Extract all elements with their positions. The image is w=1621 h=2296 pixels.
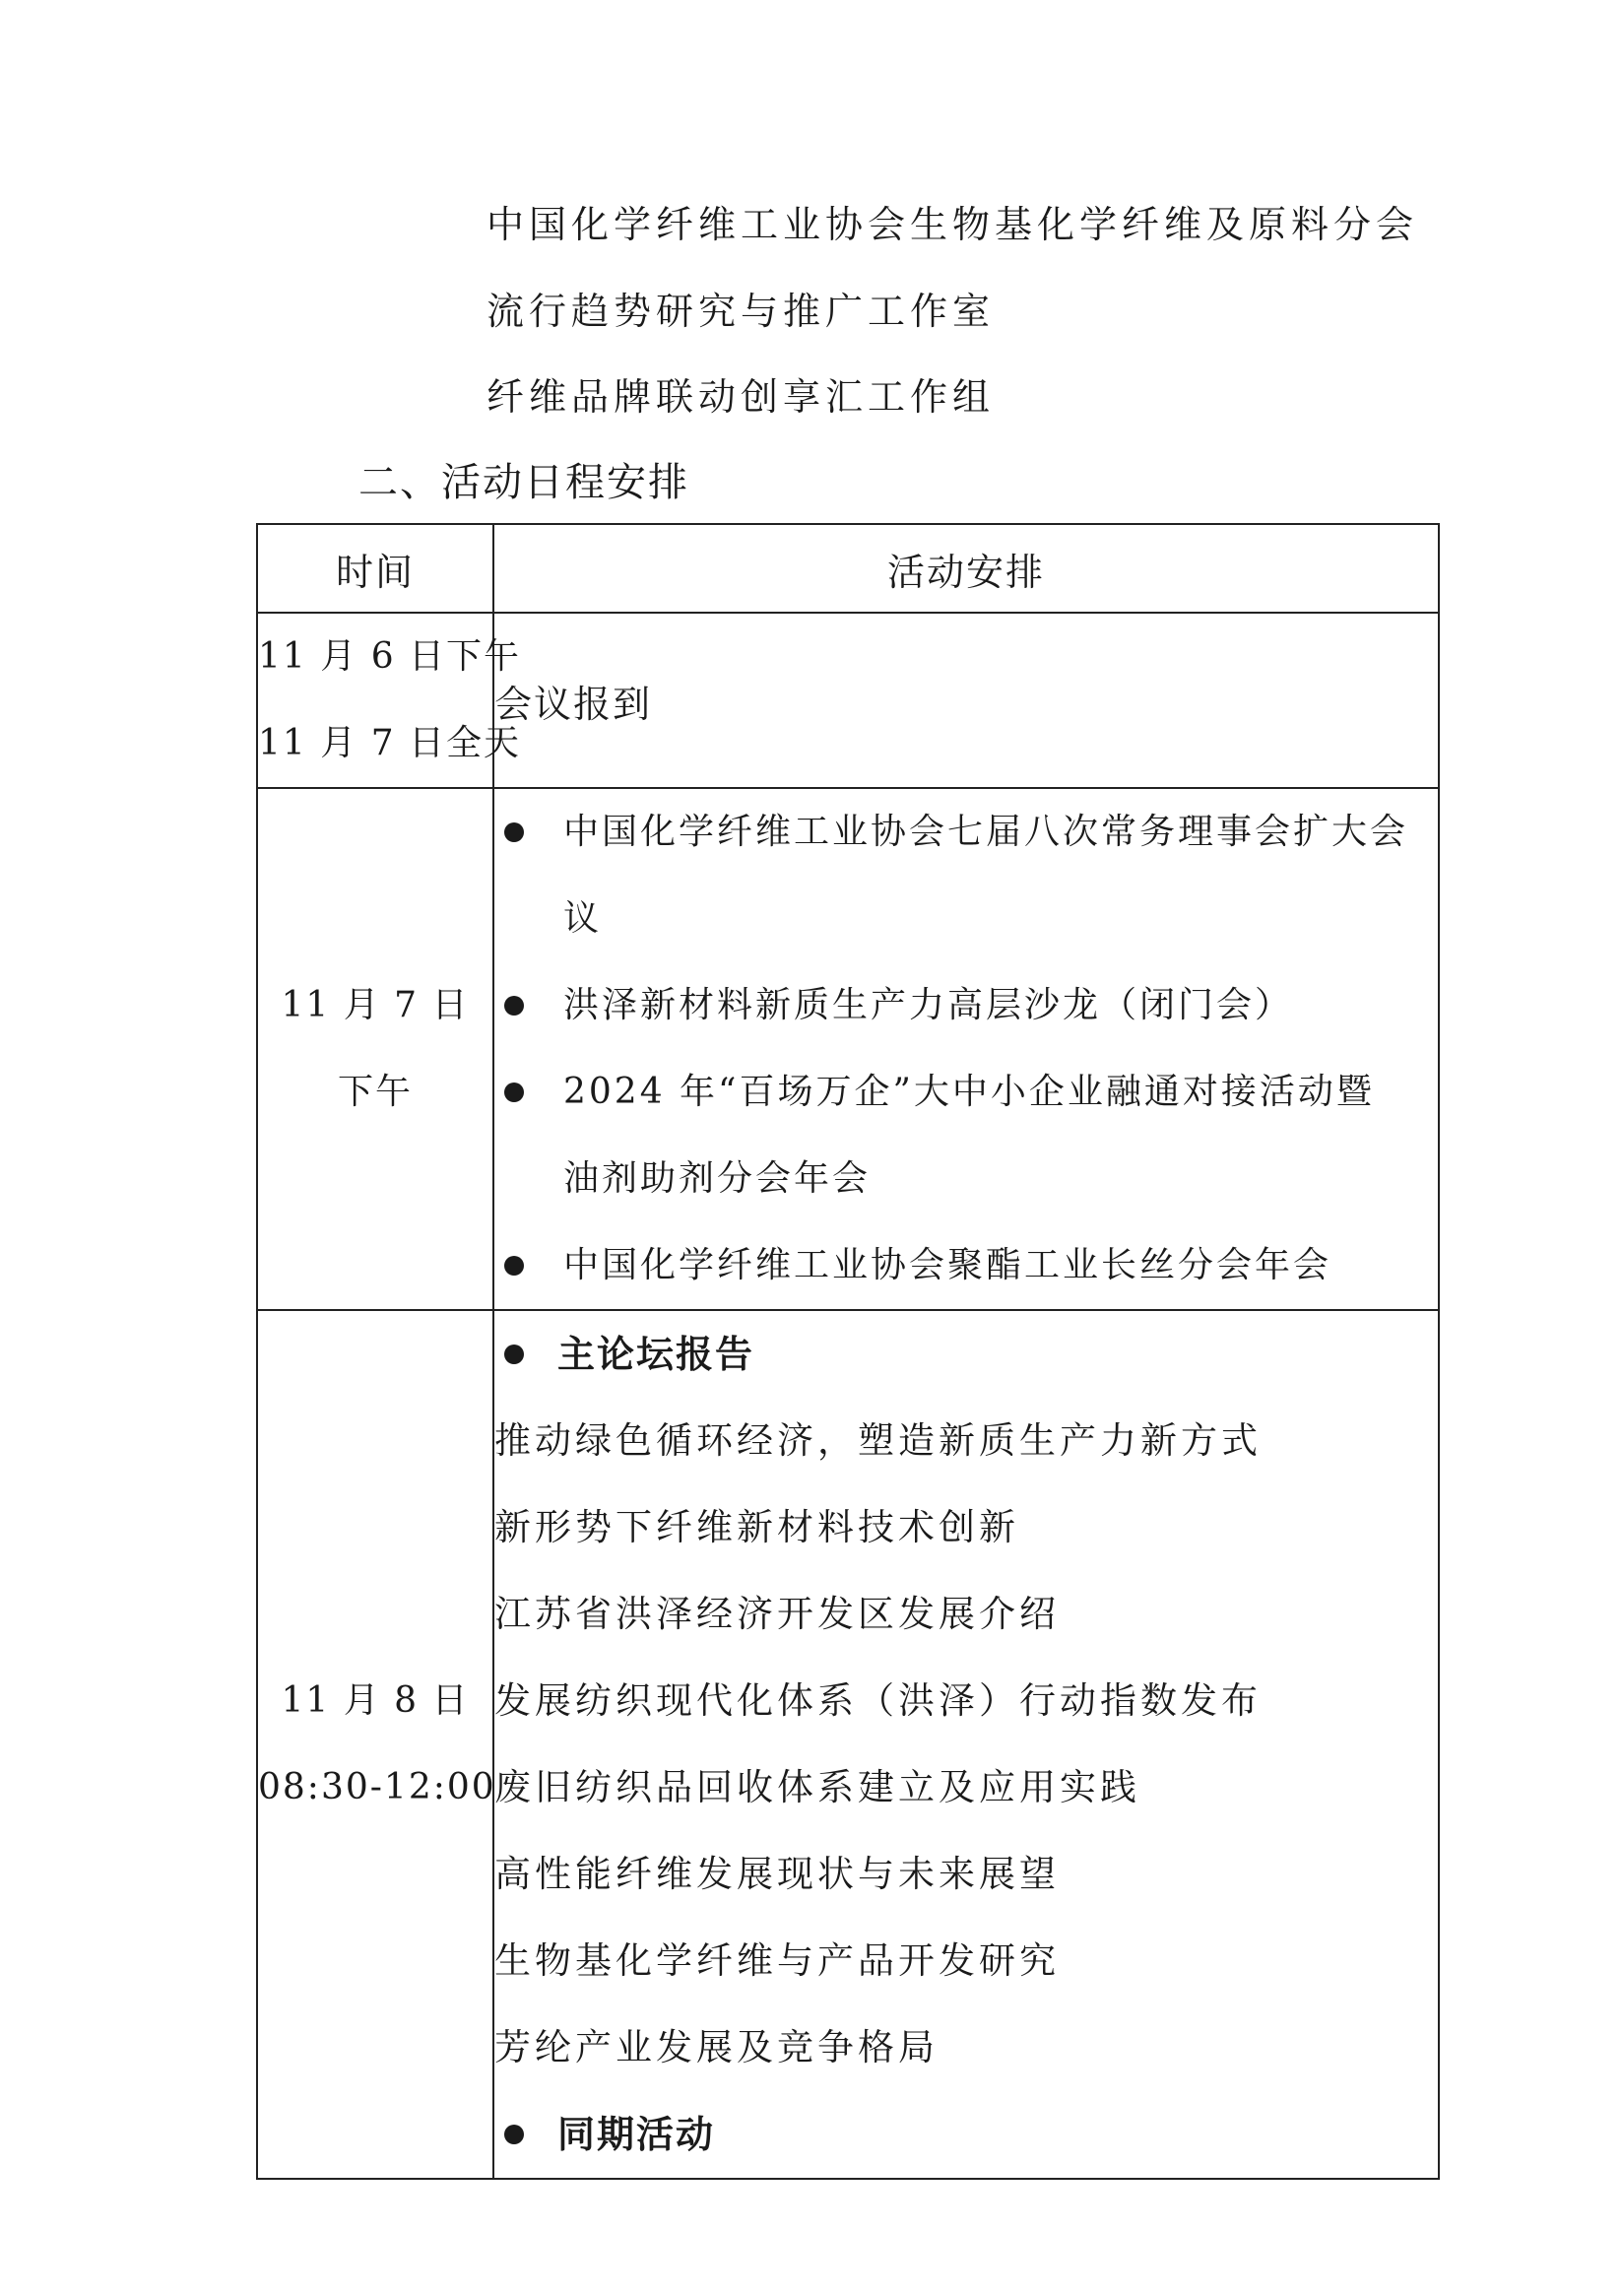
header-time: 时间 <box>257 524 493 613</box>
report-item: 推动绿色循环经济，塑造新质生产力新方式 <box>494 1419 1262 1462</box>
list-item-text: 中国化学纤维工业协会聚酯工业长丝分会年会 <box>563 1245 1332 1285</box>
list-item-text: 中国化学纤维工业协会七届八次常务理事会扩大会议 <box>563 812 1409 939</box>
time-line: 11 月 6 日下午 <box>258 636 522 677</box>
time-line: 11 月 7 日全天 <box>258 723 522 763</box>
bullet-icon <box>504 2125 524 2144</box>
activity-cell <box>493 613 1439 788</box>
table-row <box>257 788 1439 1310</box>
section-title: 二、活动日程安排 <box>358 460 689 505</box>
concurrent-activities-heading-text: 同期活动 <box>557 2113 716 2156</box>
time-cell <box>257 1310 496 2179</box>
concurrent-activities-heading <box>494 2091 1438 2178</box>
table-row <box>257 1310 1439 2179</box>
bullet-icon <box>504 1345 524 1364</box>
report-item: 高性能纤维发展现状与未来展望 <box>494 1853 1060 1895</box>
list-item-text: 2024 年“百场万企”大中小企业融通对接活动暨油剂助剂分会年会 <box>563 1072 1375 1199</box>
list-item-text: 洪泽新材料新质生产力高层沙龙（闭门会） <box>563 985 1294 1025</box>
time-line: 08:30-12:00 <box>258 1767 496 1807</box>
report-item: 江苏省洪泽经济开发区发展介绍 <box>494 1593 1060 1635</box>
report-item: 芳纶产业发展及竞争格局 <box>494 2026 939 2068</box>
main-forum-heading <box>494 1311 1438 1398</box>
time-line: 11 月 8 日 <box>281 1680 470 1721</box>
table-header-row <box>257 524 1439 613</box>
header-activity: 活动安排 <box>493 524 1439 613</box>
table-row <box>257 613 1439 788</box>
list-item <box>494 962 1438 1049</box>
report-item: 生物基化学纤维与产品开发研究 <box>494 1939 1060 1982</box>
time-line: 下午 <box>337 1072 413 1112</box>
report-item: 废旧纺织品回收体系建立及应用实践 <box>494 1766 1140 1808</box>
report-item: 新形势下纤维新材料技术创新 <box>494 1506 1019 1548</box>
list-item <box>494 789 1438 962</box>
bullet-icon <box>504 1256 524 1276</box>
bullet-icon <box>504 822 524 842</box>
activity-cell <box>493 788 1439 1310</box>
organizer-line: 中国化学纤维工业协会生物基化学纤维及原料分会 <box>486 203 1419 246</box>
organizer-line: 纤维品牌联动创享汇工作组 <box>486 375 996 419</box>
time-cell <box>257 613 522 788</box>
report-item: 发展纺织现代化体系（洪泽）行动指数发布 <box>494 1679 1262 1722</box>
schedule-table <box>256 523 1440 2180</box>
bullet-icon <box>504 996 524 1016</box>
list-item <box>494 1049 1438 1222</box>
time-cell <box>257 788 493 1310</box>
organizer-line: 流行趋势研究与推广工作室 <box>486 290 996 333</box>
main-forum-heading-text: 主论坛报告 <box>557 1333 755 1376</box>
bullet-icon <box>504 1082 524 1102</box>
list-item <box>494 1222 1438 1309</box>
activity-cell <box>493 1310 1439 2179</box>
registration-text: 会议报到 <box>494 682 653 726</box>
time-line: 11 月 7 日 <box>281 985 470 1025</box>
